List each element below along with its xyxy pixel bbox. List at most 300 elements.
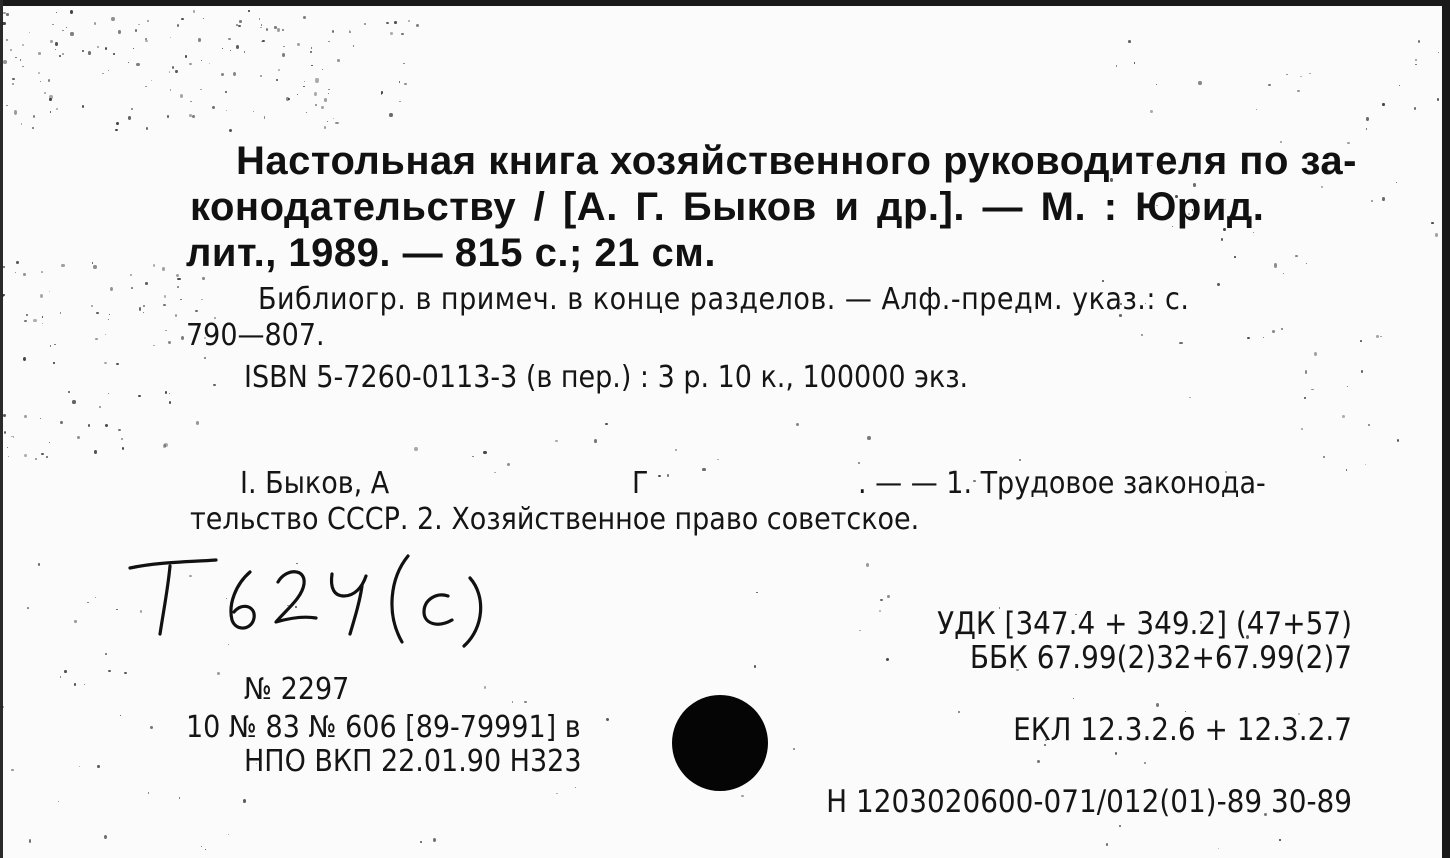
udk-code: УДК [347.4 + 349.2] (47+57) bbox=[937, 606, 1352, 642]
scan-speck bbox=[195, 310, 197, 312]
scan-speck bbox=[190, 101, 191, 102]
scan-speck bbox=[225, 91, 227, 92]
scan-speck bbox=[55, 42, 58, 45]
scan-speck bbox=[260, 75, 262, 77]
scan-speck bbox=[8, 456, 9, 457]
scan-speck bbox=[24, 415, 27, 418]
scan-speck bbox=[1415, 59, 1417, 61]
scan-speck bbox=[6, 39, 9, 41]
scan-speck bbox=[92, 262, 93, 263]
scan-speck bbox=[238, 25, 240, 27]
scan-speck bbox=[335, 122, 338, 125]
scan-speck bbox=[886, 658, 889, 661]
scan-speck bbox=[105, 334, 106, 335]
scan-speck bbox=[64, 670, 67, 673]
scan-speck bbox=[277, 28, 280, 32]
scan-speck bbox=[74, 620, 77, 623]
scan-speck bbox=[88, 424, 90, 427]
scan-speck bbox=[1342, 415, 1345, 418]
scan-speck bbox=[433, 838, 436, 842]
handwritten-mark-drawing bbox=[118, 538, 518, 658]
scan-speck bbox=[1306, 263, 1307, 264]
scan-speck bbox=[32, 127, 34, 129]
scan-speck bbox=[170, 89, 172, 91]
scan-speck bbox=[0, 85, 1, 86]
scan-speck bbox=[333, 118, 334, 119]
scan-speck bbox=[201, 60, 202, 61]
scan-speck bbox=[176, 274, 179, 277]
scan-speck bbox=[212, 106, 215, 109]
bibliography-pages: 790—807. bbox=[186, 318, 325, 353]
scan-speck bbox=[179, 797, 180, 798]
scan-speck bbox=[1368, 424, 1370, 426]
scan-speck bbox=[33, 319, 36, 322]
isbn-line: ISBN 5-7260-0113-3 (в пер.) : 3 р. 10 к., 100000 экз. bbox=[244, 360, 969, 395]
scan-speck bbox=[887, 595, 890, 599]
scan-speck bbox=[524, 701, 527, 704]
scan-speck bbox=[303, 86, 305, 87]
scan-speck bbox=[1295, 255, 1298, 257]
scan-speck bbox=[198, 38, 201, 41]
scan-speck bbox=[1156, 84, 1157, 85]
scan-speck bbox=[23, 357, 26, 361]
scan-speck bbox=[261, 24, 263, 25]
scan-speck bbox=[1437, 98, 1439, 100]
scan-speck bbox=[222, 48, 224, 49]
scan-speck bbox=[1141, 334, 1143, 336]
scan-speck bbox=[202, 277, 205, 281]
scan-speck bbox=[236, 45, 239, 49]
scan-speck bbox=[168, 341, 171, 344]
scan-speck bbox=[1366, 128, 1367, 130]
scan-speck bbox=[1189, 397, 1191, 398]
scan-speck bbox=[192, 115, 195, 119]
scan-speck bbox=[260, 27, 262, 28]
scan-speck bbox=[1305, 370, 1307, 373]
scan-speck bbox=[204, 357, 207, 359]
scan-speck bbox=[2, 22, 5, 26]
scan-speck bbox=[41, 453, 44, 455]
scan-speck bbox=[62, 53, 64, 55]
scan-speck bbox=[61, 264, 64, 267]
scan-speck bbox=[203, 18, 205, 19]
scan-speck bbox=[741, 795, 744, 797]
scan-speck bbox=[1414, 107, 1417, 110]
scan-speck bbox=[136, 63, 139, 66]
scan-speck bbox=[102, 73, 104, 75]
scan-speck bbox=[118, 30, 121, 34]
scan-speck bbox=[12, 78, 14, 81]
scan-speck bbox=[24, 320, 27, 322]
scan-speck bbox=[1150, 110, 1153, 114]
scan-speck bbox=[793, 748, 794, 750]
scan-speck bbox=[26, 314, 28, 316]
scan-speck bbox=[353, 45, 354, 47]
scan-speck bbox=[1281, 328, 1283, 331]
scan-speck bbox=[1272, 330, 1275, 333]
scan-speck bbox=[228, 38, 231, 40]
scan-speck bbox=[50, 111, 51, 113]
scan-speck bbox=[135, 29, 137, 32]
scan-speck bbox=[1418, 40, 1420, 43]
scan-speck bbox=[108, 670, 111, 672]
scan-speck bbox=[217, 672, 220, 675]
scan-speck bbox=[324, 126, 326, 129]
scan-speck bbox=[717, 459, 719, 460]
scan-speck bbox=[1397, 439, 1399, 442]
scan-speck bbox=[12, 83, 15, 85]
punch-hole bbox=[672, 695, 768, 791]
print-number: № 2297 bbox=[244, 672, 350, 707]
subject-headings-line-2: тельство СССР. 2. Хозяйственное право советское. bbox=[190, 502, 920, 537]
ekl-code: ЕКЛ 12.3.2.6 + 12.3.2.7 bbox=[1013, 712, 1352, 748]
scan-speck bbox=[1346, 469, 1348, 470]
scan-speck bbox=[1115, 752, 1117, 755]
scan-speck bbox=[1360, 340, 1362, 342]
scan-speck bbox=[180, 299, 182, 300]
scan-speck bbox=[658, 475, 660, 477]
card-left-edge bbox=[0, 0, 3, 858]
scan-speck bbox=[1382, 197, 1385, 201]
scan-speck bbox=[555, 440, 558, 443]
scan-speck bbox=[1106, 843, 1108, 846]
scan-speck bbox=[95, 338, 98, 340]
scan-speck bbox=[1037, 760, 1040, 763]
scan-speck bbox=[512, 701, 513, 702]
scan-speck bbox=[108, 319, 110, 320]
scan-speck bbox=[484, 686, 487, 689]
scan-speck bbox=[42, 316, 43, 318]
scan-speck bbox=[282, 29, 284, 31]
scan-speck bbox=[11, 769, 14, 771]
scan-speck bbox=[118, 429, 121, 432]
scan-speck bbox=[404, 83, 407, 85]
scan-speck bbox=[150, 726, 153, 729]
scan-speck bbox=[1221, 238, 1224, 241]
scan-speck bbox=[116, 122, 119, 125]
scan-speck bbox=[177, 286, 179, 287]
scan-speck bbox=[201, 846, 202, 847]
scan-speck bbox=[35, 458, 37, 460]
scan-speck bbox=[138, 24, 139, 25]
scan-speck bbox=[38, 52, 41, 54]
scan-speck bbox=[52, 24, 54, 25]
scan-speck bbox=[145, 86, 147, 88]
scan-speck bbox=[266, 28, 268, 31]
card-top-edge bbox=[0, 0, 1450, 6]
title-line-2: конодательству / [А. Г. Быков и др.]. — М. : Юрид. bbox=[190, 185, 1265, 229]
scan-speck bbox=[23, 273, 25, 276]
scan-speck bbox=[14, 110, 17, 115]
scan-speck bbox=[177, 24, 179, 27]
scan-speck bbox=[108, 393, 109, 394]
scan-speck bbox=[324, 98, 327, 101]
scan-speck bbox=[408, 20, 409, 22]
scan-speck bbox=[41, 271, 43, 273]
scan-speck bbox=[1218, 848, 1219, 849]
scan-speck bbox=[394, 21, 397, 24]
publication-code: Н 1203020600-071/012(01)-89 30-89 bbox=[826, 784, 1352, 820]
scan-speck bbox=[38, 72, 40, 74]
scan-speck bbox=[1347, 386, 1348, 388]
scan-speck bbox=[1314, 352, 1317, 356]
scan-speck bbox=[286, 97, 289, 101]
scan-speck bbox=[1435, 233, 1438, 237]
scan-speck bbox=[185, 55, 188, 58]
scan-speck bbox=[1380, 336, 1382, 337]
scan-speck bbox=[54, 344, 56, 345]
scan-speck bbox=[56, 12, 57, 13]
scan-speck bbox=[148, 792, 149, 793]
title-line-1: Настольная книга хозяйственного руководителя по за- bbox=[236, 139, 1357, 183]
scan-speck bbox=[253, 111, 254, 113]
scan-speck bbox=[328, 93, 330, 94]
scan-speck bbox=[68, 391, 70, 393]
scan-speck bbox=[1217, 283, 1220, 286]
scan-speck bbox=[15, 272, 17, 274]
scan-speck bbox=[1366, 117, 1369, 121]
scan-speck bbox=[416, 24, 419, 27]
scan-speck bbox=[1128, 40, 1131, 43]
scan-speck bbox=[113, 53, 116, 55]
bbk-code: ББК 67.99(2)32+67.99(2)7 bbox=[969, 640, 1352, 676]
scan-speck bbox=[82, 105, 85, 108]
scan-speck bbox=[55, 49, 56, 50]
scan-speck bbox=[958, 711, 960, 713]
scan-speck bbox=[74, 683, 77, 686]
scan-speck bbox=[50, 345, 52, 347]
scan-speck bbox=[72, 400, 75, 404]
scan-speck bbox=[278, 69, 280, 71]
scan-speck bbox=[193, 10, 195, 12]
scan-speck bbox=[22, 44, 24, 46]
scan-speck bbox=[327, 121, 328, 122]
scan-speck bbox=[181, 18, 184, 20]
scan-speck bbox=[40, 81, 41, 82]
scan-speck bbox=[221, 73, 224, 76]
scan-speck bbox=[321, 106, 324, 109]
scan-speck bbox=[259, 18, 261, 20]
scan-speck bbox=[145, 40, 148, 43]
scan-speck bbox=[322, 69, 323, 70]
scan-speck bbox=[143, 312, 144, 313]
scan-speck bbox=[1247, 337, 1250, 339]
scan-speck bbox=[244, 51, 246, 53]
publisher-imprint: НПО ВКП 22.01.90 Н323 bbox=[244, 744, 582, 779]
scan-speck bbox=[229, 129, 232, 133]
scan-speck bbox=[1156, 703, 1159, 707]
scan-speck bbox=[99, 406, 102, 408]
scan-speck bbox=[110, 287, 113, 291]
scan-speck bbox=[24, 454, 27, 457]
scan-speck bbox=[97, 765, 100, 769]
scan-speck bbox=[97, 46, 99, 48]
bibliography-note: Библиогр. в примеч. в конце разделов. — Алф.-предм. указ.: с. bbox=[258, 282, 1190, 317]
scan-speck bbox=[175, 70, 178, 74]
scan-speck bbox=[6, 13, 9, 16]
scan-speck bbox=[128, 116, 131, 120]
scan-speck bbox=[104, 362, 107, 364]
subject-author: I. Быков, А bbox=[240, 466, 390, 501]
card-right-edge bbox=[1442, 0, 1450, 858]
scan-speck bbox=[310, 51, 312, 54]
scan-speck bbox=[145, 282, 148, 284]
scan-speck bbox=[53, 362, 54, 363]
scan-speck bbox=[44, 92, 46, 93]
scan-speck bbox=[472, 456, 474, 457]
scan-speck bbox=[606, 718, 609, 721]
scan-speck bbox=[49, 291, 50, 292]
scan-speck bbox=[105, 424, 108, 427]
scan-speck bbox=[605, 423, 608, 425]
scan-speck bbox=[40, 418, 41, 420]
scan-speck bbox=[163, 304, 166, 306]
scan-speck bbox=[21, 123, 22, 125]
scan-speck bbox=[62, 30, 63, 31]
scan-speck bbox=[70, 10, 73, 14]
scan-speck bbox=[1198, 81, 1201, 85]
scan-speck bbox=[38, 563, 40, 566]
scan-speck bbox=[189, 63, 192, 66]
handwritten-shelf-mark bbox=[118, 538, 518, 663]
scan-speck bbox=[60, 312, 62, 314]
scan-speck bbox=[414, 447, 417, 451]
scan-speck bbox=[332, 30, 334, 32]
scan-speck bbox=[70, 32, 73, 35]
scan-speck bbox=[314, 92, 317, 95]
scan-speck bbox=[866, 563, 869, 567]
subject-headings-start: . — — 1. Трудовое законода- bbox=[858, 466, 1266, 501]
scan-speck bbox=[177, 278, 180, 280]
scan-speck bbox=[276, 79, 278, 81]
scan-speck bbox=[304, 81, 305, 83]
scan-speck bbox=[1256, 109, 1257, 110]
scan-speck bbox=[1263, 337, 1265, 338]
scan-speck bbox=[213, 384, 216, 387]
scan-speck bbox=[180, 94, 183, 98]
scan-speck bbox=[1301, 428, 1303, 430]
scan-speck bbox=[96, 312, 99, 314]
scan-speck bbox=[82, 50, 84, 52]
scan-speck bbox=[2, 294, 4, 297]
scan-speck bbox=[667, 474, 669, 477]
scan-speck bbox=[1274, 263, 1277, 267]
scan-speck bbox=[181, 336, 184, 340]
scan-speck bbox=[139, 307, 142, 310]
scan-speck bbox=[494, 472, 497, 474]
scan-speck bbox=[29, 32, 30, 33]
scan-speck bbox=[349, 31, 351, 33]
scan-speck bbox=[328, 41, 330, 43]
scan-speck bbox=[328, 89, 330, 90]
scan-speck bbox=[109, 314, 110, 315]
scan-speck bbox=[556, 793, 557, 794]
scan-speck bbox=[120, 715, 121, 716]
scan-speck bbox=[315, 104, 317, 106]
scan-speck bbox=[7, 447, 8, 448]
scan-speck bbox=[1119, 825, 1121, 827]
scan-speck bbox=[754, 665, 756, 667]
scan-speck bbox=[88, 51, 91, 54]
scan-speck bbox=[1234, 256, 1236, 258]
scan-speck bbox=[282, 53, 285, 57]
scan-speck bbox=[58, 801, 59, 802]
scan-speck bbox=[867, 436, 870, 440]
scan-speck bbox=[315, 78, 318, 82]
scan-speck bbox=[122, 447, 124, 450]
scan-speck bbox=[483, 451, 486, 454]
scan-speck bbox=[56, 108, 57, 110]
scan-speck bbox=[226, 110, 227, 111]
scan-speck bbox=[46, 456, 49, 458]
scan-speck bbox=[1323, 456, 1325, 458]
scan-speck bbox=[153, 264, 155, 266]
scan-speck bbox=[151, 80, 152, 81]
scan-speck bbox=[1, 706, 3, 708]
scan-speck bbox=[1438, 52, 1439, 53]
scan-speck bbox=[575, 787, 577, 789]
scan-speck bbox=[311, 65, 312, 66]
scan-speck bbox=[169, 401, 171, 404]
scan-speck bbox=[1300, 76, 1302, 77]
scan-speck bbox=[306, 112, 307, 113]
scan-speck bbox=[6, 105, 7, 106]
scan-speck bbox=[175, 314, 177, 317]
scan-speck bbox=[13, 436, 14, 438]
scan-speck bbox=[200, 89, 201, 90]
scan-speck bbox=[84, 684, 86, 685]
scan-speck bbox=[364, 23, 366, 25]
scan-speck bbox=[93, 265, 96, 269]
scan-speck bbox=[399, 101, 401, 102]
scan-speck bbox=[138, 395, 141, 397]
scan-speck bbox=[399, 81, 401, 82]
scan-speck bbox=[859, 630, 860, 631]
scan-speck bbox=[60, 421, 63, 424]
print-order: 10 № 83 № 606 [89-79991] в bbox=[186, 710, 581, 745]
scan-speck bbox=[4, 431, 6, 434]
scan-speck bbox=[3, 414, 6, 417]
scan-speck bbox=[205, 849, 206, 850]
scan-speck bbox=[1179, 342, 1182, 344]
scan-speck bbox=[1134, 62, 1136, 64]
scan-speck bbox=[20, 59, 21, 60]
scan-speck bbox=[164, 443, 167, 447]
scan-speck bbox=[1396, 182, 1397, 184]
scan-speck bbox=[172, 66, 174, 69]
scan-speck bbox=[880, 599, 883, 601]
scan-speck bbox=[165, 391, 168, 394]
scan-speck bbox=[303, 16, 306, 19]
scan-speck bbox=[77, 436, 80, 439]
scan-speck bbox=[201, 299, 203, 300]
scan-speck bbox=[167, 115, 170, 118]
scan-speck bbox=[507, 463, 510, 466]
scan-speck bbox=[1361, 370, 1363, 372]
scan-speck bbox=[105, 653, 107, 655]
scan-speck bbox=[1382, 103, 1384, 106]
scan-speck bbox=[248, 10, 250, 11]
scan-speck bbox=[59, 55, 60, 57]
scan-speck bbox=[420, 841, 422, 843]
scan-speck bbox=[131, 287, 134, 289]
scan-speck bbox=[1144, 762, 1146, 764]
scan-speck bbox=[756, 592, 758, 593]
scan-speck bbox=[297, 43, 300, 46]
scan-speck bbox=[1376, 335, 1379, 338]
scan-speck bbox=[283, 46, 284, 48]
scan-speck bbox=[239, 20, 242, 22]
